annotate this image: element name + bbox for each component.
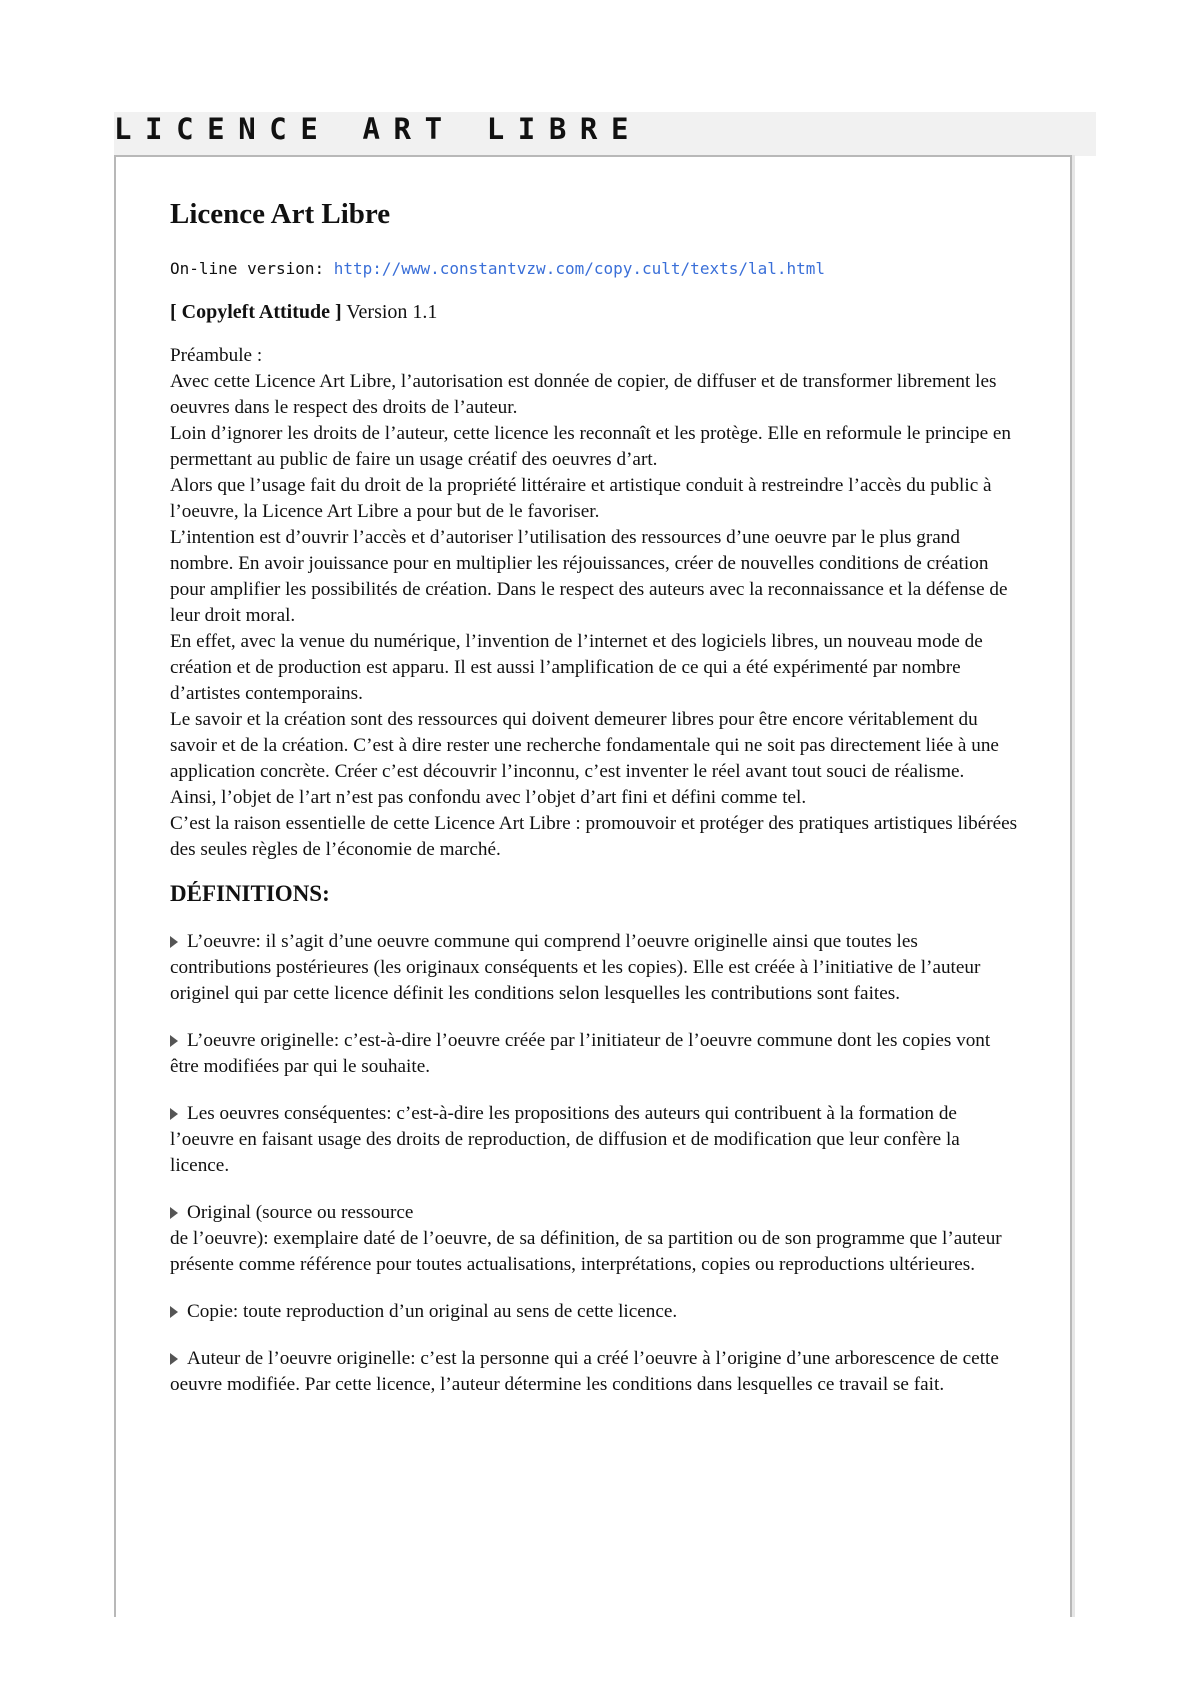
definition-text: Auteur de l’oeuvre originelle: c’est la personne qui a créé l’oeuvre à l’origine d’une arborescence de cette oeuvre modifiée. Par cette licence, l’auteur détermine les conditions dans lesquelles ce travail se fait.	[170, 1348, 999, 1395]
version-number: Version 1.1	[341, 301, 438, 323]
definition-text: Les oeuvres conséquentes: c’est-à-dire les propositions des auteurs qui contribuent à la formation de l’oeuvre en faisant usage des droits de reproduction, de diffusion et de modification que leur confère la licence.	[170, 1103, 960, 1176]
preamble-paragraph: Alors que l’usage fait du droit de la propriété littéraire et artistique conduit à restreindre l’accès du public à l’oeuvre, la Licence Art Libre a pour but de le favoriser.	[170, 475, 992, 522]
bullet-triangle-icon	[170, 1035, 178, 1047]
preamble-paragraph: Ainsi, l’objet de l’art n’est pas confondu avec l’objet d’art fini et défini comme tel.	[170, 787, 807, 808]
version-bracket-open: [	[170, 301, 182, 323]
version-bracket-close: ]	[330, 301, 342, 323]
page-header-band	[114, 112, 1096, 156]
definitions-heading: DÉFINITIONS:	[170, 881, 330, 906]
version-line	[170, 299, 1022, 325]
definition-item	[170, 1101, 1022, 1179]
preamble-paragraph: Le savoir et la création sont des ressources qui doivent demeurer libres pour être encore véritablement du savoir et de la création. C’est à dire rester une recherche fondamentale qui ne soit pas directement liée à une application concrète. Créer c’est découvrir l’inconnu, c’est inventer le réel avant tout souci de réalisme.	[170, 709, 999, 782]
definitions-list	[170, 929, 1022, 1398]
document-content	[170, 197, 1022, 1419]
definition-text: Original (source ou ressource	[187, 1202, 414, 1223]
preamble-paragraph: L’intention est d’ouvrir l’accès et d’autoriser l’utilisation des ressources d’une oeuvre par le plus grand nombre. En avoir jouissance pour en multiplier les réjouissances, créer de nouvelles conditions de création pour amplifier les possibilités de création. Dans le respect des auteurs avec la reconnaissance et la défense de leur droit moral.	[170, 527, 1008, 626]
bullet-triangle-icon	[170, 1306, 178, 1318]
definition-item	[170, 1200, 1022, 1278]
document-title: Licence Art Libre	[170, 198, 391, 230]
online-version-line	[170, 259, 1022, 279]
online-version-label: On-line version:	[170, 259, 334, 278]
definition-text: L’oeuvre originelle: c’est-à-dire l’oeuvre créée par l’initiateur de l’oeuvre commune dont les copies vont être modifiées par qui le souhaite.	[170, 1030, 991, 1077]
preamble-paragraph: Avec cette Licence Art Libre, l’autorisation est donnée de copier, de diffuser et de transformer librement les oeuvres dans le respect des droits de l’auteur.	[170, 371, 997, 418]
definition-item	[170, 1028, 1022, 1080]
bullet-triangle-icon	[170, 1108, 178, 1120]
definition-item	[170, 929, 1022, 1007]
bullet-triangle-icon	[170, 1207, 178, 1219]
preamble-heading: Préambule :	[170, 345, 263, 366]
preamble-section	[170, 343, 1022, 863]
definition-item	[170, 1346, 1022, 1398]
page-header-title: LICENCE ART LIBRE	[114, 112, 643, 146]
definition-text: L’oeuvre: il s’agit d’une oeuvre commune qui comprend l’oeuvre originelle ainsi que toutes les contributions postérieures (les originaux conséquents et les copies). Elle est créée à l’initiative de l’auteur originel qui par cette licence définit les conditions selon lesquelles les contributions sont faites.	[170, 931, 981, 1004]
bullet-triangle-icon	[170, 1353, 178, 1365]
preamble-paragraph: C’est la raison essentielle de cette Licence Art Libre : promouvoir et protéger des pratiques artistiques libérées des seules règles de l’économie de marché.	[170, 813, 1018, 860]
copyleft-attitude-label: Copyleft Attitude	[181, 301, 330, 323]
definition-continuation-text: de l’oeuvre): exemplaire daté de l’oeuvre, de sa définition, de sa partition ou de son programme que l’auteur présente comme référence pour toutes actualisations, interprétations, copies ou reproductions ultérieures.	[170, 1228, 1002, 1275]
online-version-link[interactable]: http://www.constantvzw.com/copy.cult/texts/lal.html	[333, 259, 826, 278]
definition-text: Copie: toute reproduction d’un original au sens de cette licence.	[187, 1301, 678, 1322]
definition-item	[170, 1299, 1022, 1325]
bullet-triangle-icon	[170, 936, 178, 948]
preamble-paragraph: En effet, avec la venue du numérique, l’invention de l’internet et des logiciels libres, un nouveau mode de création et de production est apparu. Il est aussi l’amplification de ce qui a été expérimenté par nombre d’artistes contemporains.	[170, 631, 983, 704]
document-frame	[114, 155, 1072, 1617]
preamble-paragraph: Loin d’ignorer les droits de l’auteur, cette licence les reconnaît et les protège. Elle en reformule le principe en permettant au public de faire un usage créatif des oeuvres d’art.	[170, 423, 1011, 470]
